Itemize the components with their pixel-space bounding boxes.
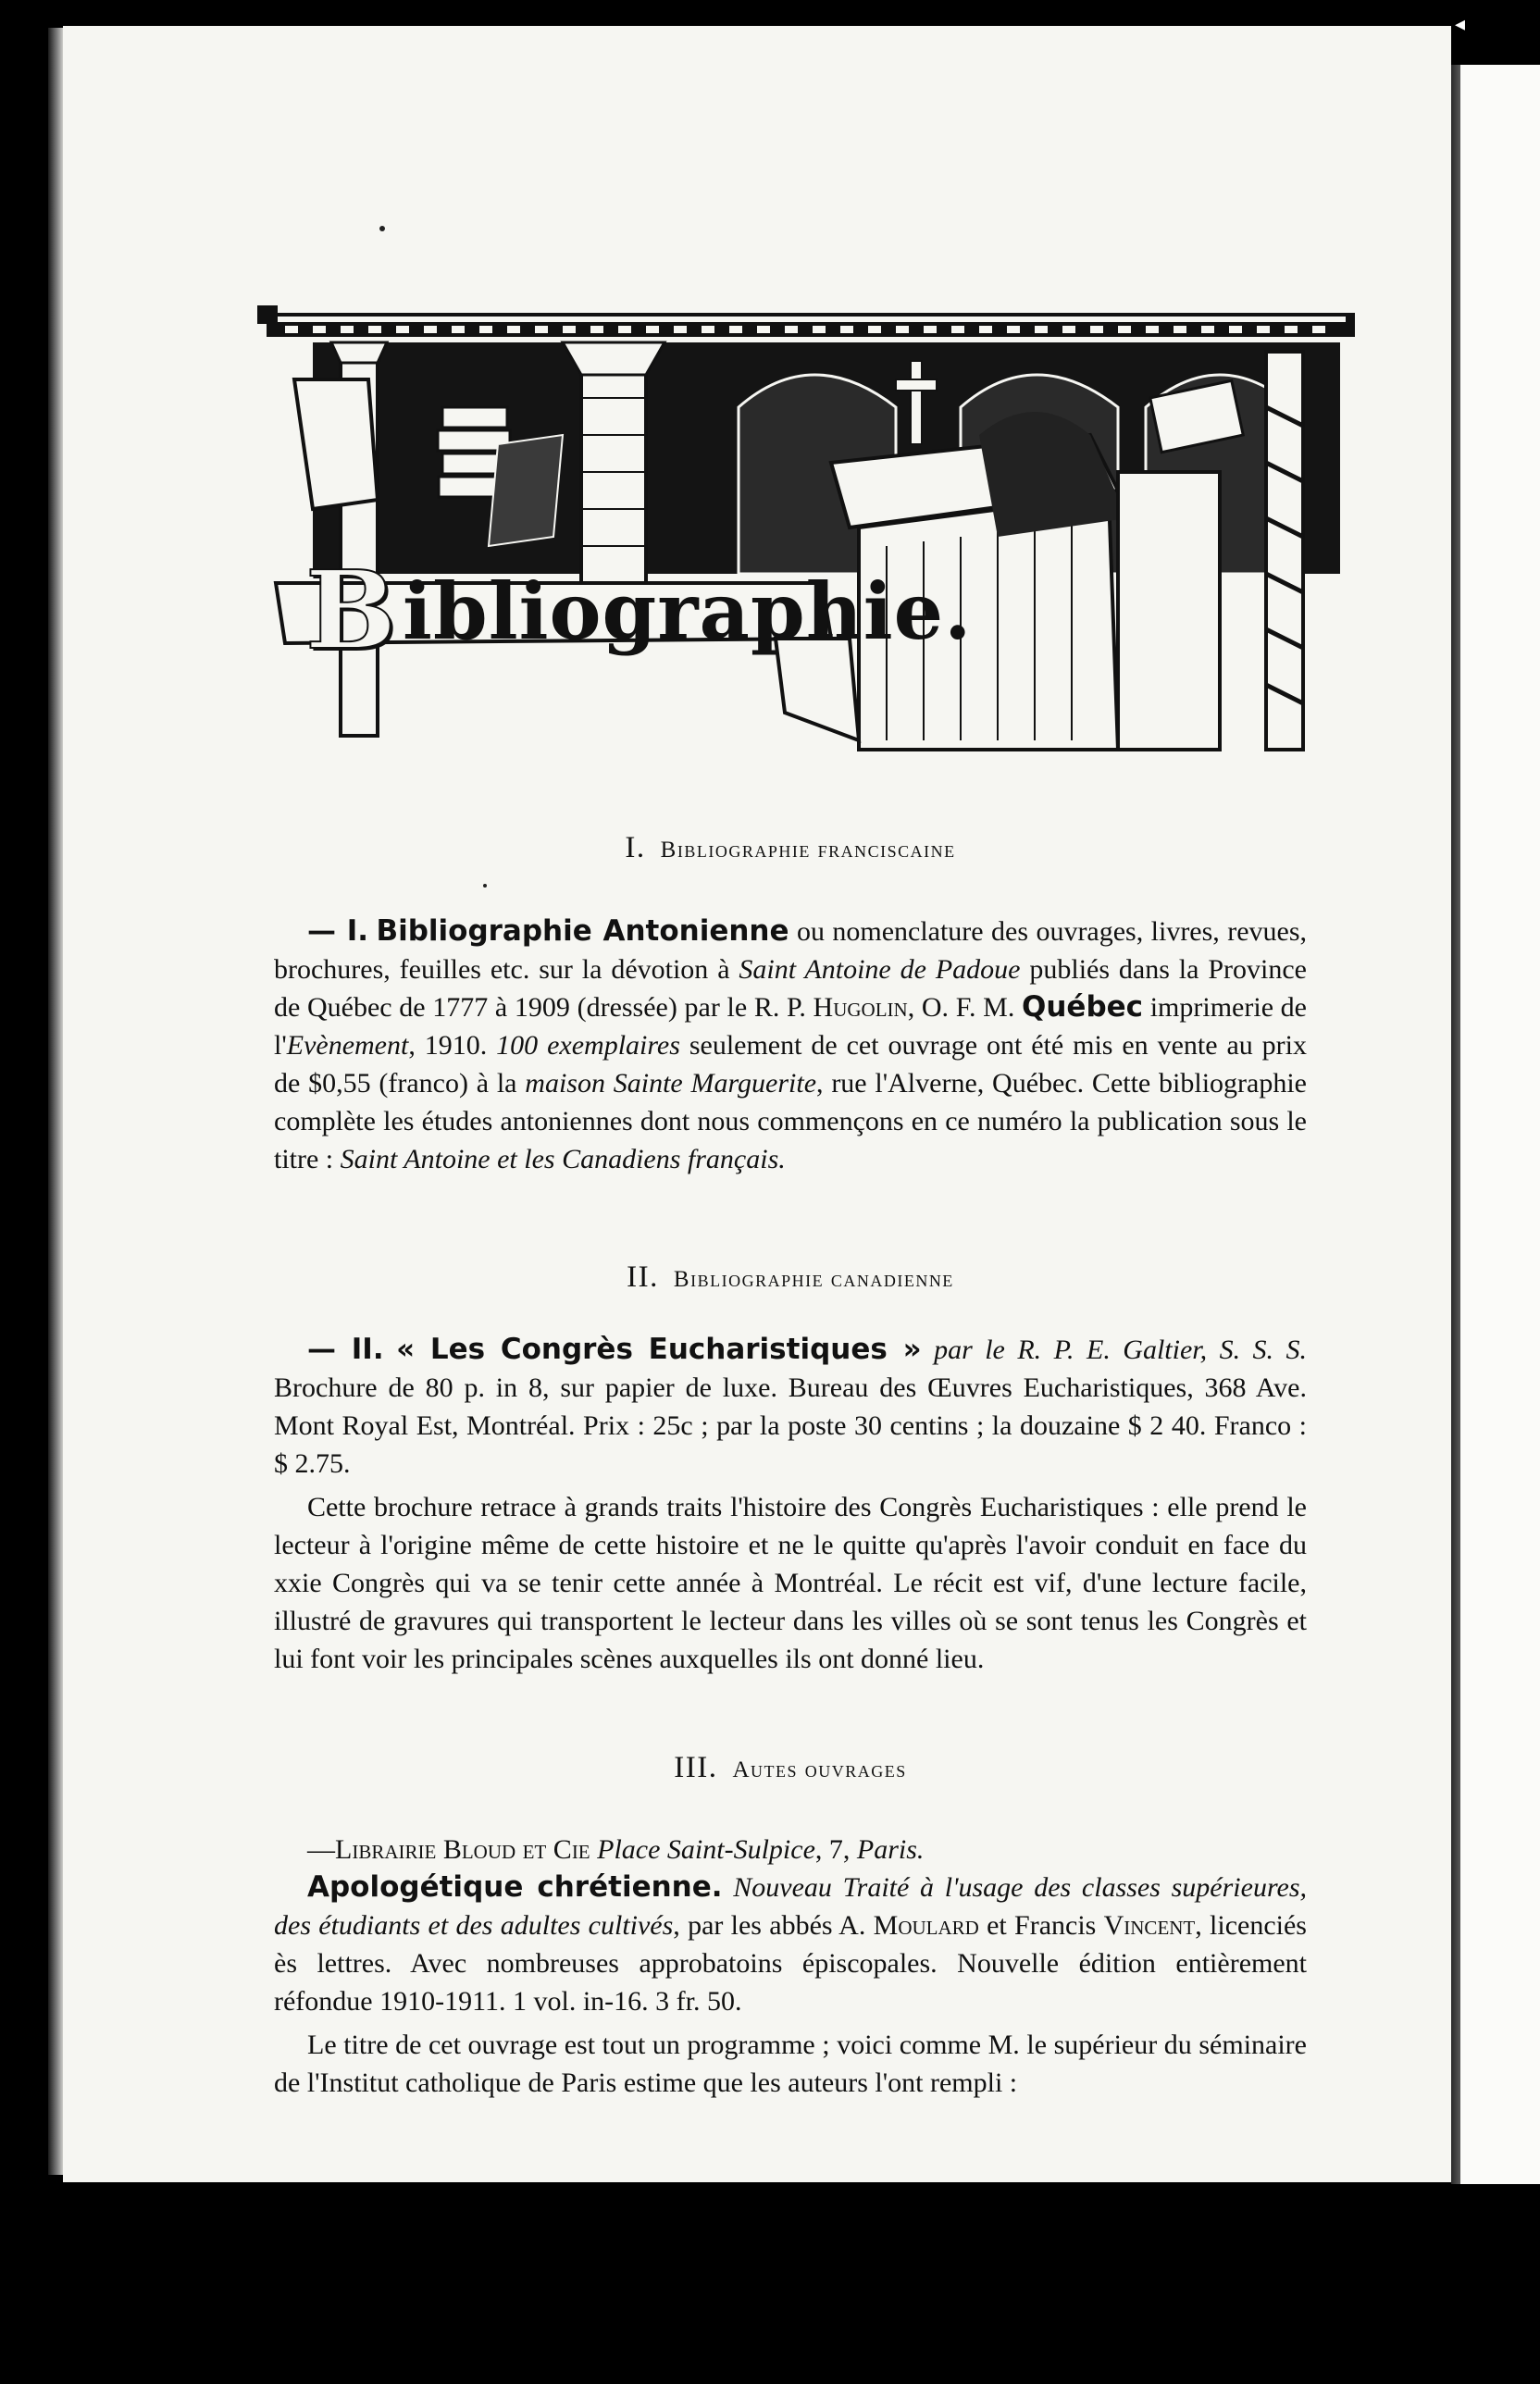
section-3-title: Autes ouvrages xyxy=(732,1757,907,1782)
section-1-number: I. xyxy=(625,831,646,864)
entry-title: « Les Congrès Eucharistiques » xyxy=(396,1333,922,1366)
scan-border-bottom xyxy=(0,2184,1540,2384)
paragraph-apologetique: Le titre de cet ouvrage est tout un programme ; voici comme M. le supérieur du séminaire de l'Institut catholique de Paris estime que les auteurs l'ont rempli : xyxy=(274,2030,1307,2098)
section-3-number: III. xyxy=(674,1751,718,1784)
section-3-heading xyxy=(274,1751,1307,1785)
section-1-entry xyxy=(274,913,1307,1178)
banner-title xyxy=(305,548,973,674)
speck xyxy=(379,226,385,231)
banner-illustration xyxy=(257,305,1364,761)
publisher-name: Librairie Bloud et Cie xyxy=(335,1834,590,1865)
banner-title-rest: ibliographie. xyxy=(403,565,973,657)
entry-antonienne: — I. Bibliographie Antonienne ou nomenclature des ouvrages, livres, revues, brochures, feuilles etc. sur la dévotion à Saint Antoine de Padoue publiés dans la Province de Québec de 1777 à 1909 (dressée) par le R. P. Hugolin, O. F. M. Québec imprimerie de l'Evènement, 1910. 100 exemplaires seulement de cet ouvrage ont été mis en vente au prix de $0,55 (franco) à la maison Sainte Marguerite, rue l'Alverne, Québec. Cette bibliographie complète les études antoniennes dont nous commençons en ce numéro la publication sous le titre : Saint Antoine et les Canadiens français. xyxy=(274,914,1308,1174)
publisher-line: —Librairie Bloud et Cie Place Saint-Sulpice, 7, Paris. xyxy=(307,1834,925,1865)
section-3-entry xyxy=(274,1831,1307,2102)
section-2-heading xyxy=(274,1260,1307,1295)
entry-title: Bibliographie Antonienne xyxy=(376,914,789,948)
section-1-heading xyxy=(274,831,1307,865)
entry-congres: — II. « Les Congrès Eucharistiques » par le R. P. E. Galtier, S. S. S. Brochure de 80 p. in 8, sur papier de luxe. Bureau des Œuvres Eucharistiques, 368 Ave. Mont Royal Est, Montréal. Prix : 25c ; par la poste 30 centins ; la douzaine $ 2 40. Franco : $ 2.75. xyxy=(274,1333,1308,1479)
bibliographie-banner xyxy=(257,305,1364,761)
corner-arrow-icon: ◂ xyxy=(1455,13,1466,36)
entry-apologetique: Apologétique chrétienne. Nouveau Traité à l'usage des classes supérieures, des étudiants et des adultes cultivés, par les abbés A. Moulard et Francis Vincent, licenciés ès lettres. Avec nombreuses approbatoins épiscopales. Nouvelle édition entièrement réfondue 1910-1911. 1 vol. in-16. 3 fr. 50. xyxy=(274,1870,1307,2017)
entry-title: Apologétique chrétienne. xyxy=(307,1870,723,1904)
section-2-title: Bibliographie canadienne xyxy=(673,1267,954,1292)
banner-initial: B xyxy=(305,548,398,674)
section-2-number: II. xyxy=(627,1260,659,1294)
speck xyxy=(483,884,487,888)
section-2-entry xyxy=(274,1331,1307,1678)
next-page xyxy=(1460,65,1540,2193)
paragraph-congres: Cette brochure retrace à grands traits l'histoire des Congrès Eucharistiques : elle prend le lecteur à l'origine même de cette histoire et ne le quitte qu'après l'avoir conduit en face du xxie Congrès qui va se tenir cette année à Montréal. Le récit est vif, d'une lecture facile, illustré de gravures qui transportent le lecteur dans les villes où se sont tenus les Congrès et lui font voir les principales scènes auxquelles ils ont donné lieu. xyxy=(274,1492,1307,1674)
section-1-title: Bibliographie franciscaine xyxy=(660,838,956,863)
